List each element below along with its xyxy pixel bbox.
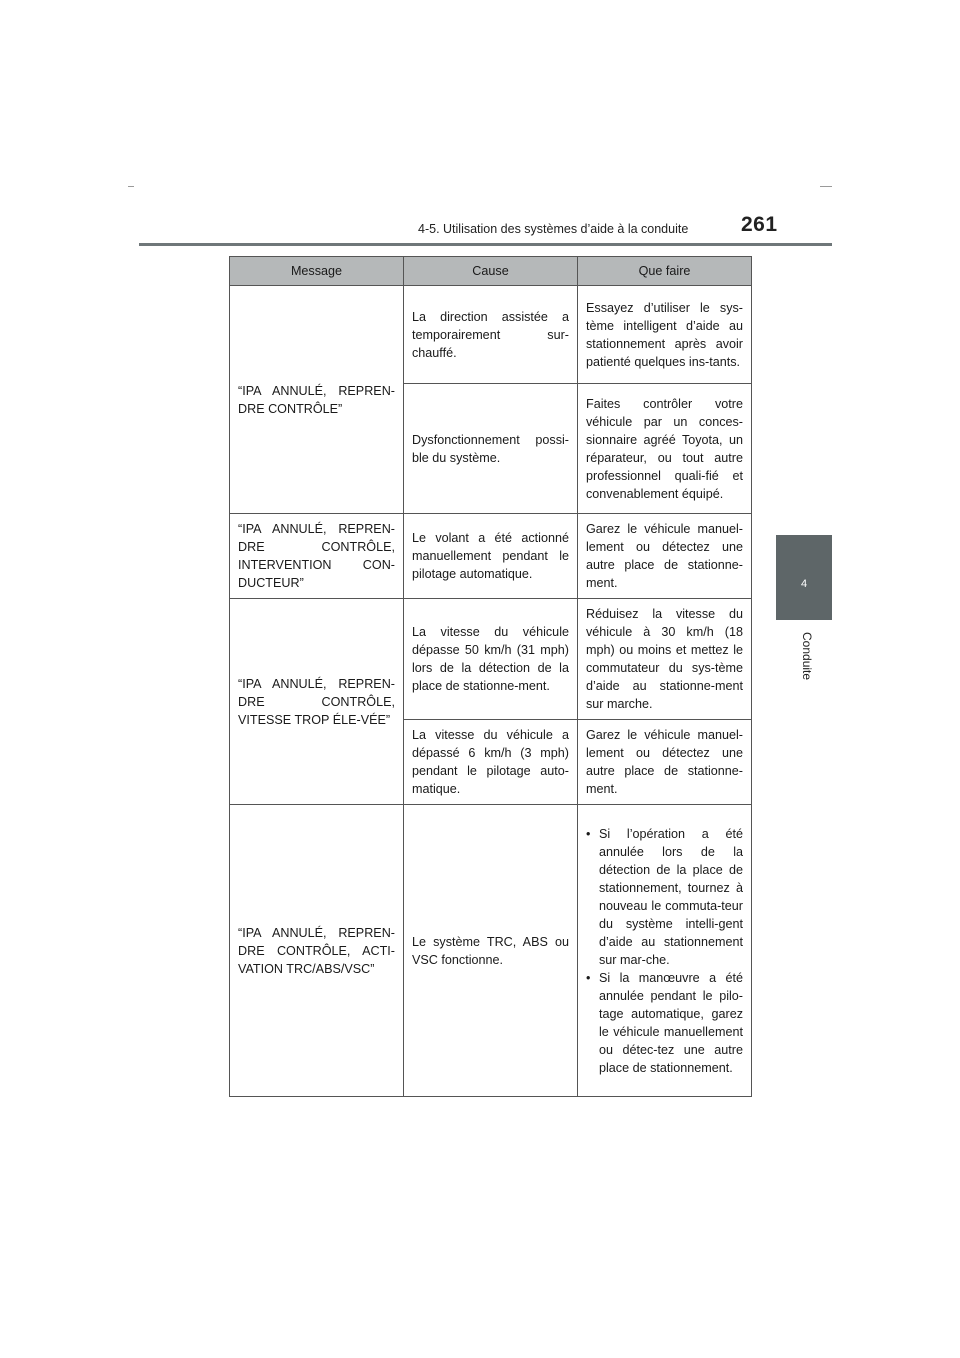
cause-cell: La vitesse du véhicule dépasse 50 km/h (31 mph) lors de la détection de la place de stationne-ment. xyxy=(404,599,578,720)
chapter-number: 4 xyxy=(800,578,808,590)
column-header-action: Que faire xyxy=(578,257,752,286)
column-header-message: Message xyxy=(230,257,404,286)
table-header-row xyxy=(230,257,752,286)
page-number: 261 xyxy=(741,213,778,236)
table-row xyxy=(230,514,752,599)
message-cell: “IPA ANNULÉ, REPREN-DRE CONTRÔLE, INTERVENTION CON-DUCTEUR” xyxy=(230,514,404,599)
section-heading: 4-5. Utilisation des systèmes d’aide à la conduite xyxy=(418,222,689,236)
cause-cell: La vitesse du véhicule a dépassé 6 km/h (3 mph) pendant le pilotage auto-matique. xyxy=(404,720,578,805)
action-cell: Garez le véhicule manuel-lement ou détectez une autre place de stationne-ment. xyxy=(578,720,752,805)
cause-cell: La direction assistée a temporairement sur-chauffé. xyxy=(404,286,578,384)
list-item: • Si la manœuvre a été annulée pendant le pilo-tage automatique, garez le véhicule manuellement ou détec-tez une autre place de stationnement. xyxy=(586,969,743,1077)
message-cell: “IPA ANNULÉ, REPREN-DRE CONTRÔLE, ACTI-VATION TRC/ABS/VSC” xyxy=(230,805,404,1097)
cause-cell: Dysfonctionnement possi-ble du système. xyxy=(404,384,578,514)
table-row xyxy=(230,286,752,384)
chapter-tab xyxy=(776,535,832,620)
action-list xyxy=(586,825,743,1077)
action-cell: Faites contrôler votre véhicule par un conces-sionnaire agréé Toyota, un réparateur, ou tout autre professionnel quali-fié et convenablement équipé. xyxy=(578,384,752,514)
list-item: • Si l’opération a été annulée lors de la détection de la place de stationnement, tournez à nouveau le commuta-teur du système intelli-gent d’aide au stationnement sur mar-che. xyxy=(586,825,743,969)
crop-mark-right xyxy=(820,186,832,187)
cause-cell: Le volant a été actionné manuellement pendant le pilotage automatique. xyxy=(404,514,578,599)
crop-mark-left xyxy=(128,186,134,187)
chapter-label: Conduite xyxy=(800,632,814,681)
message-table xyxy=(229,256,752,1097)
action-cell xyxy=(578,805,752,1097)
header-rule xyxy=(139,243,832,246)
message-cell: “IPA ANNULÉ, REPREN-DRE CONTRÔLE” xyxy=(230,286,404,514)
action-cell: Réduisez la vitesse du véhicule à 30 km/h (18 mph) ou moins et mettez le commutateur du sys-tème d’aide au stationne-ment sur marche. xyxy=(578,599,752,720)
cause-cell: Le système TRC, ABS ou VSC fonctionne. xyxy=(404,805,578,1097)
table-row xyxy=(230,805,752,1097)
column-header-cause: Cause xyxy=(404,257,578,286)
message-cell: “IPA ANNULÉ, REPREN-DRE CONTRÔLE, VITESSE TROP ÉLE-VÉE” xyxy=(230,599,404,805)
table-row xyxy=(230,599,752,720)
action-cell: Essayez d’utiliser le sys-tème intelligent d’aide au stationnement après avoir patienté quelques ins-tants. xyxy=(578,286,752,384)
action-cell: Garez le véhicule manuel-lement ou détectez une autre place de stationne-ment. xyxy=(578,514,752,599)
